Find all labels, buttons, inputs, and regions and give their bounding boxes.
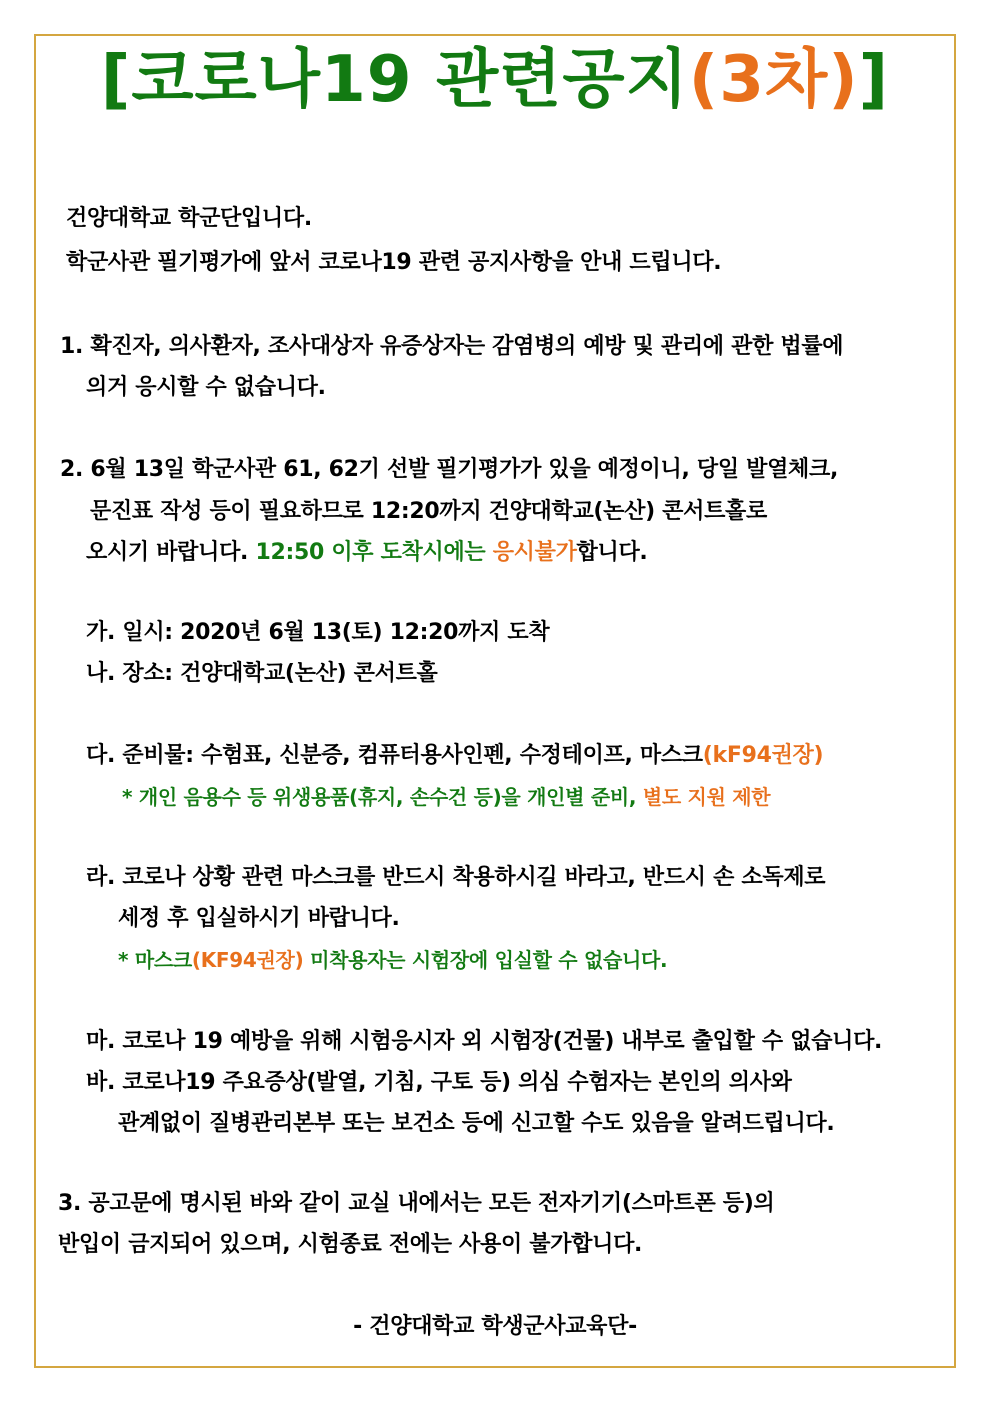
item-1-line-2: 의거 응시할 수 없습니다. (86, 375, 326, 400)
title-close: ] (858, 42, 890, 117)
item-2-line-1: 2. 6월 13일 학군사관 61, 62기 선발 필기평가가 있을 예정이니, 당일 발열체크, (60, 457, 838, 482)
sub-ba-line-2: 관계없이 질병관리본부 또는 보건소 등에 신고할 수도 있음을 알려드립니다. (118, 1111, 835, 1136)
arrival-cutoff-text: 12:50 이후 도착시에는 (255, 540, 493, 565)
item-3-line-1: 3. 공고문에 명시된 바와 같이 교실 내에서는 모든 전자기기(스마트폰 등)의 (58, 1191, 775, 1216)
mask-note-start: * 마스크 (118, 948, 192, 972)
mask-note-end: 미착용자는 시험장에 입실할 수 없습니다. (303, 948, 668, 972)
item-1-line-1: 1. 확진자, 의사환자, 조사대상자 유증상자는 감염병의 예방 및 관리에 관한 법률에 (60, 334, 844, 359)
greeting-line-1: 건양대학교 학군단입니다. (66, 206, 312, 231)
notice-title (34, 32, 956, 128)
supplies-text: 다. 준비물: 수험표, 신분증, 컴퓨터용사인펜, 수정테이프, 마스크 (86, 743, 703, 768)
sub-ba-line-1: 바. 코로나19 주요증상(발열, 기침, 구토 등) 의심 수험자는 본인의 의사와 (86, 1070, 792, 1095)
item-3-line-2: 반입이 금지되어 있으며, 시험종료 전에는 사용이 불가합니다. (58, 1232, 643, 1257)
item-2-line-2: 문진표 작성 등이 필요하므로 12:20까지 건양대학교(논산) 콘서트홀로 (90, 499, 767, 524)
not-allowed-text: 응시불가 (492, 540, 577, 565)
item-2-line-3-end: 합니다. (576, 540, 648, 565)
sub-da-line-2 (122, 781, 770, 813)
sub-ga-datetime: 가. 일시: 2020년 6월 13(토) 12:20까지 도착 (86, 620, 550, 645)
sub-na-location: 나. 장소: 건양대학교(논산) 콘서트홀 (86, 661, 438, 686)
sub-ra-line-3 (118, 944, 667, 976)
sub-ma-line: 마. 코로나 19 예방을 위해 시험응시자 외 시험장(건물) 내부로 출입할 수 없습니다. (86, 1029, 883, 1054)
mask-recommendation: (kF94권장) (702, 743, 824, 768)
hygiene-note: * 개인 음용수 등 위생용품(휴지, 손수건 등)을 개인별 준비, (122, 785, 643, 809)
greeting-line-2: 학군사관 필기평가에 앞서 코로나19 관련 공지사항을 안내 드립니다. (66, 250, 722, 275)
item-2-line-3 (86, 537, 647, 569)
no-support-note: 별도 지원 제한 (642, 785, 771, 809)
sub-ra-line-2: 세정 후 입실하시기 바랍니다. (118, 906, 400, 931)
mask-note-recommendation: (KF94권장) (191, 948, 304, 972)
item-2-line-3-text: 오시기 바랍니다. (86, 540, 256, 565)
signature: - 건양대학교 학생군사교육단- (353, 1314, 637, 1339)
title-main: [코로나19 관련공지 (100, 42, 689, 117)
title-highlight: (3차) (688, 42, 859, 117)
sub-da-line-1 (86, 740, 823, 772)
sub-ra-line-1: 라. 코로나 상황 관련 마스크를 반드시 착용하시길 바라고, 반드시 손 소독제로 (86, 865, 826, 890)
